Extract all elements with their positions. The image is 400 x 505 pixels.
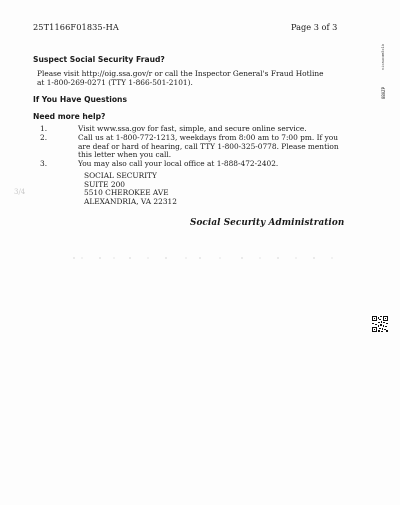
fraud-heading: Suspect Social Security Fraud? bbox=[33, 55, 165, 64]
list-item bbox=[40, 160, 350, 169]
address-line: 5510 CHEROKEE AVE bbox=[84, 188, 169, 198]
help-list bbox=[40, 125, 350, 169]
list-number: 1. bbox=[40, 124, 48, 133]
margin-code: 8B0ZP bbox=[381, 87, 386, 100]
address-line: SUITE 200 bbox=[84, 179, 125, 189]
list-number: 2. bbox=[40, 132, 48, 142]
address-line: ALEXANDRIA, VA 22312 bbox=[84, 197, 177, 207]
list-item-text: are deaf or hard of hearing, call TTY 1-800-325-0778. Please mention bbox=[78, 141, 339, 151]
help-heading: Need more help? bbox=[33, 112, 106, 121]
list-item-text: Visit www.ssa.gov for fast, simple, and secure online service. bbox=[78, 124, 307, 133]
list-item-text: Call us at 1-800-772-1213, weekdays from 8:00 am to 7:00 pm. If you bbox=[78, 132, 339, 142]
fraud-line: at 1-800-269-0271 (TTY 1-866-501-2101). bbox=[37, 78, 193, 88]
fraud-paragraph bbox=[37, 69, 357, 87]
qr-code-icon bbox=[372, 316, 388, 332]
list-item bbox=[40, 134, 350, 160]
list-item-text: this letter when you call. bbox=[78, 150, 172, 160]
document-code: 25T1166F01835-HA bbox=[33, 22, 119, 32]
faint-dotted-line bbox=[70, 256, 340, 260]
margin-barcode-text: vicaucam5c1b bbox=[381, 44, 385, 70]
questions-heading: If You Have Questions bbox=[33, 95, 127, 104]
list-item-text: You may also call your local office at 1-888-472-2402. bbox=[78, 159, 279, 169]
fraud-line: Please visit http://oig.ssa.gov/r or call the Inspector General's Fraud Hotline bbox=[37, 69, 324, 78]
office-address bbox=[84, 172, 177, 207]
signature: Social Security Administration bbox=[190, 218, 345, 228]
address-line: SOCIAL SECURITY bbox=[84, 171, 157, 180]
list-number: 3. bbox=[40, 159, 48, 169]
faint-bleed-mark: 3/4 bbox=[14, 188, 26, 196]
page-number: Page 3 of 3 bbox=[291, 22, 338, 32]
